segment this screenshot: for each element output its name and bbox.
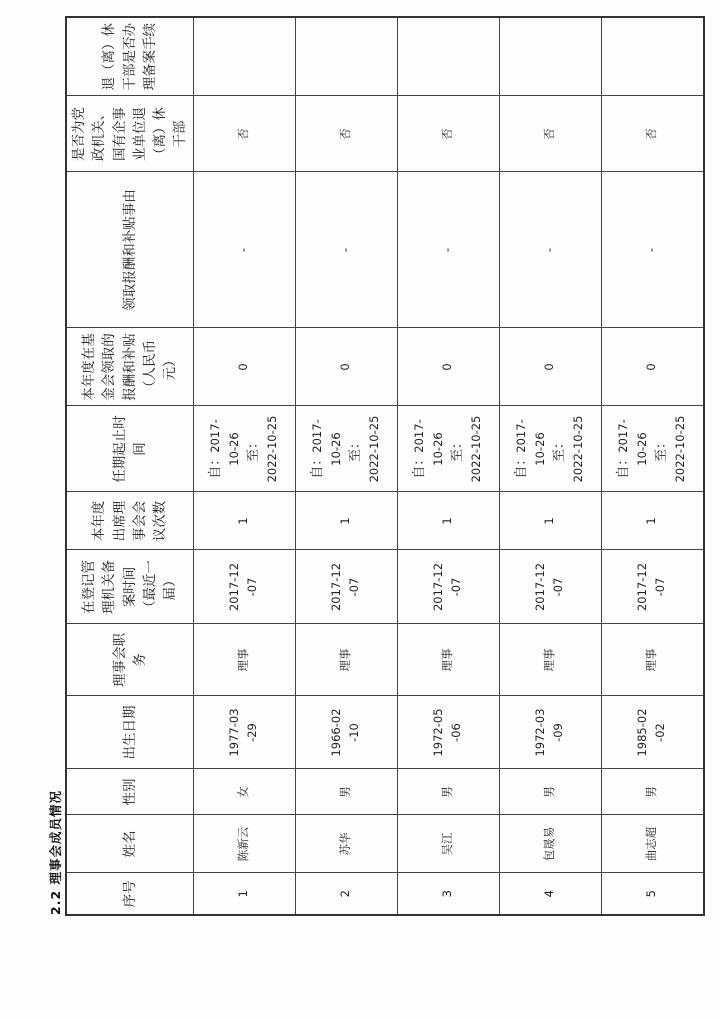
cell-compensation: 0: [601, 328, 704, 406]
cell-retired-official: 否: [499, 96, 601, 172]
term-to-label: 至：: [654, 436, 669, 463]
filing-date-text: 2017-12-07: [431, 562, 463, 612]
header-compensation: 本年度在基金会领取的报酬和补贴（人民币元）: [66, 328, 193, 406]
filing-date-text: 2017-12-07: [227, 562, 259, 612]
term-to: 2022-10-25: [469, 415, 484, 483]
table-row: [193, 17, 295, 915]
birth-date-text: 1972-03-09: [533, 708, 565, 757]
filing-date-text: 2017-12-07: [329, 562, 361, 612]
table-row: [397, 17, 499, 915]
cell-compensation: 0: [193, 328, 295, 406]
cell-retired-official: 否: [193, 96, 295, 172]
header-row: [66, 17, 193, 915]
header-birth-date: 出生日期: [66, 696, 193, 769]
header-filing-date: 在登记管理机关备案时间（最近一届）: [66, 550, 193, 624]
birth-date-text: 1985-02-02: [635, 708, 667, 757]
cell-meetings: 1: [499, 492, 601, 550]
cell-compensation-reason: -: [397, 172, 499, 328]
term-from-label: 自：: [208, 452, 224, 479]
cell-filing-date: [295, 550, 397, 624]
cell-birth-date: [397, 696, 499, 769]
cell-name: 陈新云: [193, 815, 295, 873]
section-title: 2.2 理事会成员情况: [48, 790, 63, 915]
cell-compensation-reason: -: [193, 172, 295, 328]
term-to-label: 至：: [348, 436, 363, 463]
cell-birth-date: [193, 696, 295, 769]
cell-no: 2: [295, 873, 397, 915]
header-term: 任期起止时间: [66, 406, 193, 492]
term-from: 2017-10-26: [514, 419, 548, 466]
birth-date-text: 1972-05-06: [431, 708, 463, 757]
cell-meetings: 1: [295, 492, 397, 550]
cell-term: [193, 406, 295, 492]
birth-date-text: 1977-03-29: [227, 708, 259, 757]
table-row: [295, 17, 397, 915]
cell-compensation: 0: [397, 328, 499, 406]
cell-compensation-reason: -: [601, 172, 704, 328]
board-members-table: [65, 16, 705, 916]
cell-meetings: 1: [193, 492, 295, 550]
cell-retired-filing: [499, 17, 601, 96]
term-to-label: 至：: [552, 436, 567, 463]
cell-name: 曲志超: [601, 815, 704, 873]
cell-retired-filing: [397, 17, 499, 96]
cell-term: [499, 406, 601, 492]
cell-compensation: 0: [295, 328, 397, 406]
header-compensation-reason: 领取报酬和补贴事由: [66, 172, 193, 328]
cell-name: 苏华: [295, 815, 397, 873]
cell-position: 理事: [397, 624, 499, 696]
cell-gender: 女: [193, 769, 295, 815]
cell-compensation-reason: -: [499, 172, 601, 328]
filing-date-text: 2017-12-07: [635, 562, 667, 612]
filing-date-text: 2017-12-07: [533, 562, 565, 612]
term-to-label: 至：: [450, 436, 465, 463]
cell-retired-filing: [193, 17, 295, 96]
header-gender: 性别: [66, 769, 193, 815]
cell-birth-date: [499, 696, 601, 769]
term-from-label: 自：: [616, 452, 632, 479]
term-to: 2022-10-25: [571, 415, 586, 483]
cell-birth-date: [295, 696, 397, 769]
term-to: 2022-10-25: [265, 415, 280, 483]
term-to-label: 至：: [246, 436, 261, 463]
cell-gender: 男: [499, 769, 601, 815]
term-from: 2017-10-26: [616, 419, 650, 466]
cell-position: 理事: [499, 624, 601, 696]
cell-term: [601, 406, 704, 492]
cell-name: 包晟易: [499, 815, 601, 873]
term-from-label: 自：: [310, 452, 326, 479]
term-from: 2017-10-26: [208, 419, 242, 466]
cell-gender: 男: [601, 769, 704, 815]
cell-retired-official: 否: [295, 96, 397, 172]
cell-meetings: 1: [601, 492, 704, 550]
cell-no: 3: [397, 873, 499, 915]
term-from: 2017-10-26: [310, 419, 344, 466]
cell-no: 1: [193, 873, 295, 915]
cell-retired-official: 否: [601, 96, 704, 172]
header-name: 姓名: [66, 815, 193, 873]
cell-meetings: 1: [397, 492, 499, 550]
cell-compensation: 0: [499, 328, 601, 406]
term-from-label: 自：: [412, 452, 428, 479]
cell-filing-date: [193, 550, 295, 624]
cell-retired-filing: [295, 17, 397, 96]
header-position: 理事会职务: [66, 624, 193, 696]
header-retired-filing: 退（离）休干部是否办理备案手续: [66, 17, 193, 96]
cell-retired-filing: [601, 17, 704, 96]
cell-term: [295, 406, 397, 492]
birth-date-text: 1966-02-10: [329, 708, 361, 757]
cell-filing-date: [397, 550, 499, 624]
cell-filing-date: [499, 550, 601, 624]
table-row: [601, 17, 704, 915]
cell-birth-date: [601, 696, 704, 769]
header-no: 序号: [66, 873, 193, 915]
header-retired-official: 是否为党政机关、国有企事业单位退（离）休干部: [66, 96, 193, 172]
cell-position: 理事: [295, 624, 397, 696]
cell-term: [397, 406, 499, 492]
cell-name: 吴江: [397, 815, 499, 873]
cell-no: 4: [499, 873, 601, 915]
term-to: 2022-10-25: [673, 415, 688, 483]
cell-position: 理事: [601, 624, 704, 696]
cell-gender: 男: [397, 769, 499, 815]
term-from-label: 自：: [514, 452, 530, 479]
table-row: [499, 17, 601, 915]
cell-filing-date: [601, 550, 704, 624]
header-meetings-attended: 本年度出席理事会会议次数: [66, 492, 193, 550]
cell-compensation-reason: -: [295, 172, 397, 328]
cell-gender: 男: [295, 769, 397, 815]
term-to: 2022-10-25: [367, 415, 382, 483]
cell-position: 理事: [193, 624, 295, 696]
term-from: 2017-10-26: [412, 419, 446, 466]
cell-retired-official: 否: [397, 96, 499, 172]
cell-no: 5: [601, 873, 704, 915]
